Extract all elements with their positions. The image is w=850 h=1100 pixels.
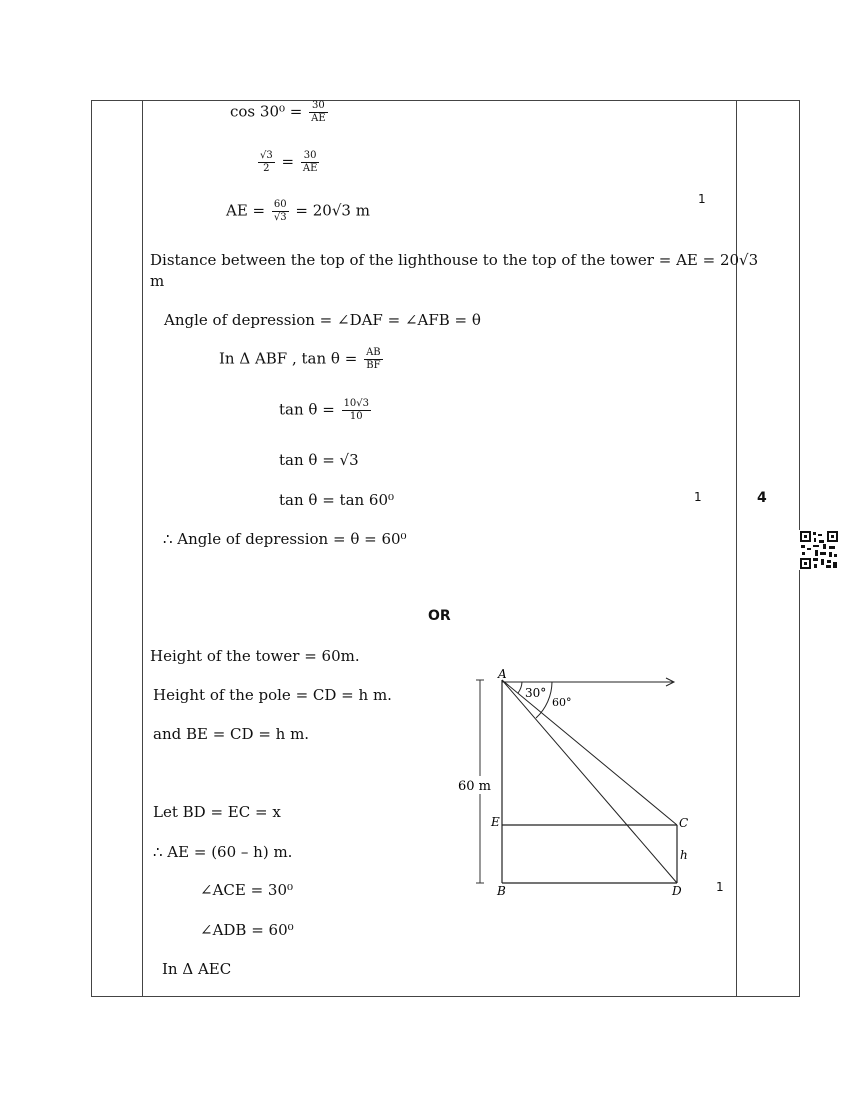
ae-denominator: √3 bbox=[273, 212, 287, 223]
in-abf-equation bbox=[219, 347, 385, 372]
angle-of-depression-def: Angle of depression = ∠DAF = ∠AFB = θ bbox=[164, 311, 481, 329]
ae-fraction bbox=[272, 199, 289, 224]
table-bottom-border bbox=[91, 996, 800, 997]
angle-adb: ∠ADB = 60⁰ bbox=[200, 921, 294, 939]
in-abf-numerator: AB bbox=[366, 347, 381, 358]
cos30-lhs: cos 30⁰ = bbox=[230, 102, 303, 121]
table-col-divider-2 bbox=[736, 100, 737, 997]
cos30-denominator: AE bbox=[311, 113, 326, 124]
table-left-border bbox=[91, 100, 92, 997]
in-abf-denominator: BF bbox=[366, 360, 381, 371]
label-b: B bbox=[497, 884, 506, 898]
root3-denominator: 2 bbox=[263, 163, 270, 174]
ae-numerator: 60 bbox=[273, 199, 287, 210]
equals-sign: = bbox=[281, 152, 295, 171]
angle-ace: ∠ACE = 30⁰ bbox=[200, 881, 294, 899]
height-of-tower: Height of the tower = 60m. bbox=[150, 647, 360, 665]
root3-equation bbox=[256, 150, 321, 175]
eq2-fraction bbox=[301, 150, 320, 175]
angle-arc-30 bbox=[518, 682, 522, 693]
tan-theta-fraction-equation bbox=[279, 398, 373, 423]
tan1-lhs: tan θ = bbox=[279, 400, 335, 419]
label-c: C bbox=[679, 816, 689, 830]
or-separator: OR bbox=[428, 608, 451, 624]
tan1-numerator: 10√3 bbox=[343, 398, 370, 409]
ae-equals-60-minus-h: ∴ AE = (60 – h) m. bbox=[153, 843, 293, 861]
mark-3: 1 bbox=[716, 880, 724, 894]
cos30-numerator: 30 bbox=[309, 100, 328, 113]
therefore-angle-of-depression: ∴ Angle of depression = θ = 60⁰ bbox=[163, 530, 407, 548]
tan1-denominator: 10 bbox=[349, 411, 363, 422]
let-bd-ec: Let BD = EC = x bbox=[153, 803, 281, 821]
ae-lhs: AE = bbox=[226, 201, 266, 220]
table-col-divider-1 bbox=[142, 100, 143, 997]
ae-rhs: = 20√3 m bbox=[295, 201, 370, 220]
label-a: A bbox=[498, 667, 507, 681]
tan-theta-root3: tan θ = √3 bbox=[279, 451, 359, 469]
root3-fraction bbox=[258, 150, 275, 175]
tan-theta-tan60: tan θ = tan 60⁰ bbox=[279, 491, 395, 509]
mark-2: 1 bbox=[694, 490, 702, 504]
cos30-equation bbox=[230, 100, 330, 125]
ae-equation bbox=[226, 199, 370, 224]
angle-60-label: 60° bbox=[552, 696, 572, 709]
total-marks: 4 bbox=[757, 490, 767, 506]
in-abf-fraction bbox=[364, 347, 383, 372]
distance-line-2: m bbox=[150, 272, 165, 290]
line-ac bbox=[502, 680, 677, 825]
be-equals-cd: and BE = CD = h m. bbox=[153, 725, 310, 743]
eq2-numerator: 30 bbox=[301, 150, 320, 163]
table-top-border bbox=[91, 100, 800, 101]
label-e: E bbox=[491, 815, 500, 829]
height-label: 60 m bbox=[458, 779, 492, 794]
line-ad bbox=[502, 680, 677, 883]
distance-line-1: Distance between the top of the lighthouse to the top of the tower = AE = 20√3 bbox=[150, 251, 759, 269]
in-triangle-aec: In Δ AEC bbox=[162, 960, 232, 978]
label-d: D bbox=[672, 884, 682, 898]
height-of-pole: Height of the pole = CD = h m. bbox=[153, 686, 392, 704]
tower-pole-diagram bbox=[440, 660, 700, 900]
in-abf-lhs: In Δ ABF , tan θ = bbox=[219, 349, 358, 368]
root3-numerator: √3 bbox=[260, 150, 273, 161]
mark-1: 1 bbox=[698, 192, 706, 206]
eq2-denominator: AE bbox=[302, 163, 318, 174]
cos30-fraction bbox=[309, 100, 328, 125]
qr-code-icon bbox=[799, 530, 839, 570]
angle-30-label: 30° bbox=[525, 686, 547, 700]
tan1-fraction bbox=[342, 398, 371, 423]
label-h: h bbox=[680, 848, 688, 862]
